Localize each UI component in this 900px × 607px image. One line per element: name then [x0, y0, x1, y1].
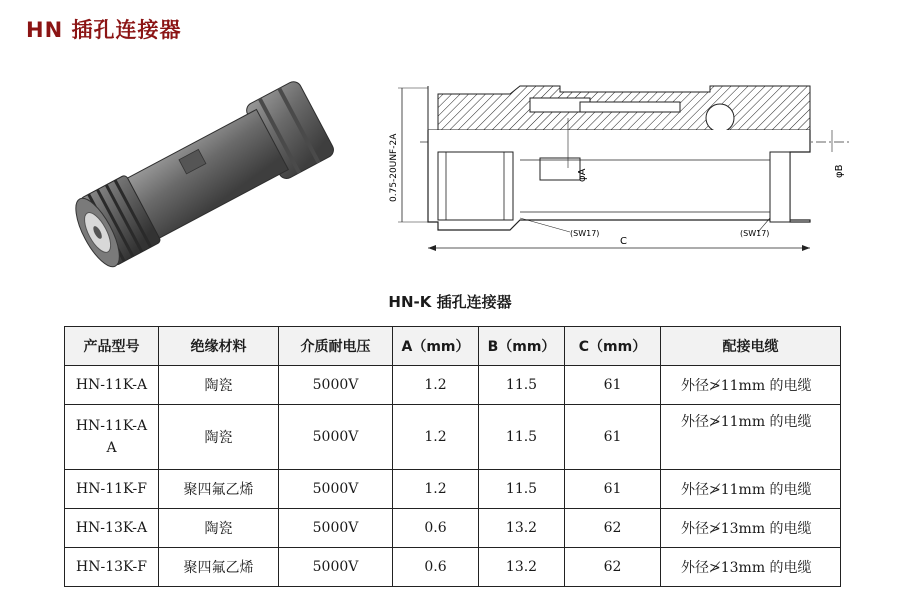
header-b: B（mm）	[479, 327, 565, 366]
cell-model: HN-11K-A	[65, 366, 159, 405]
header-voltage: 介质耐电压	[279, 327, 393, 366]
cell-b: 13.2	[479, 548, 565, 587]
table-row	[65, 470, 841, 509]
c-label: C	[620, 236, 627, 247]
cell-cable: 外径≯11mm 的电缆	[661, 405, 841, 470]
header-cable: 配接电缆	[661, 327, 841, 366]
cell-insulation: 陶瓷	[159, 366, 279, 405]
cell-b: 11.5	[479, 470, 565, 509]
spec-table	[64, 326, 841, 587]
cell-c: 62	[565, 509, 661, 548]
cell-insulation: 聚四氟乙烯	[159, 548, 279, 587]
phi-b-label: φB	[834, 164, 845, 178]
cell-voltage: 5000V	[279, 405, 393, 470]
cell-voltage: 5000V	[279, 548, 393, 587]
sw-right-label: (SW17)	[740, 229, 770, 238]
cell-insulation: 聚四氟乙烯	[159, 470, 279, 509]
cell-a: 0.6	[393, 548, 479, 587]
cell-voltage: 5000V	[279, 470, 393, 509]
cell-a: 1.2	[393, 405, 479, 470]
header-a: A（mm）	[393, 327, 479, 366]
cell-a: 1.2	[393, 470, 479, 509]
cell-c: 62	[565, 548, 661, 587]
table-row	[65, 548, 841, 587]
phi-a-label: φA	[577, 168, 588, 182]
cell-b: 11.5	[479, 366, 565, 405]
cell-insulation: 陶瓷	[159, 405, 279, 470]
cell-a: 0.6	[393, 509, 479, 548]
cell-insulation: 陶瓷	[159, 509, 279, 548]
cell-a: 1.2	[393, 366, 479, 405]
page-title: HN 插孔连接器	[26, 18, 182, 42]
table-row	[65, 509, 841, 548]
cell-model: HN-11K-F	[65, 470, 159, 509]
cell-cable: 外径≯13mm 的电缆	[661, 548, 841, 587]
cell-c: 61	[565, 366, 661, 405]
cell-b: 11.5	[479, 405, 565, 470]
header-c: C（mm）	[565, 327, 661, 366]
cell-cable: 外径≯13mm 的电缆	[661, 509, 841, 548]
cell-c: 61	[565, 405, 661, 470]
cell-cable: 外径≯11mm 的电缆	[661, 366, 841, 405]
table-row	[65, 405, 841, 470]
connector-drawing	[380, 72, 860, 272]
header-model: 产品型号	[65, 327, 159, 366]
cell-model: HN-11K-A A	[65, 405, 159, 470]
header-insulation: 绝缘材料	[159, 327, 279, 366]
cell-b: 13.2	[479, 509, 565, 548]
connector-photo	[40, 78, 360, 278]
sw-left-label: (SW17)	[570, 229, 600, 238]
table-caption: HN-K 插孔连接器	[388, 293, 512, 311]
cell-voltage: 5000V	[279, 366, 393, 405]
cell-cable: 外径≯11mm 的电缆	[661, 470, 841, 509]
table-header-row	[65, 327, 841, 366]
cell-c: 61	[565, 470, 661, 509]
cell-model: HN-13K-F	[65, 548, 159, 587]
cell-voltage: 5000V	[279, 509, 393, 548]
cell-model: HN-13K-A	[65, 509, 159, 548]
thread-label: 0.75-20UNF-2A	[389, 133, 399, 202]
table-row	[65, 366, 841, 405]
